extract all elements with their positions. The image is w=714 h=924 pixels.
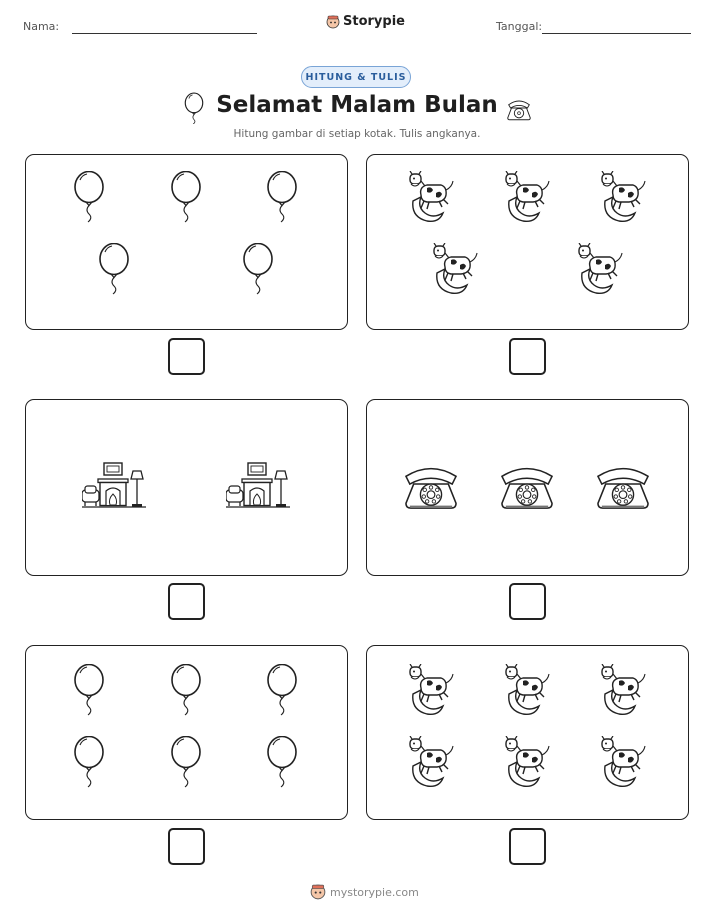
balloon-icon xyxy=(98,243,130,299)
page-title: Selamat Malam Bulan xyxy=(216,92,498,118)
cow-jumping-moon-icon xyxy=(599,171,647,227)
cow-jumping-moon-icon xyxy=(503,736,551,792)
answer-box-3[interactable] xyxy=(168,583,205,620)
cow-jumping-moon-icon xyxy=(599,664,647,720)
balloon-icon xyxy=(266,736,298,792)
storypie-mascot-icon xyxy=(326,15,340,29)
cow-jumping-moon-icon xyxy=(407,736,455,792)
counting-card-3 xyxy=(25,399,348,576)
footer xyxy=(310,884,419,900)
instructions: Hitung gambar di setiap kotak. Tulis angkanya. xyxy=(233,128,481,140)
balloon-icon xyxy=(170,171,202,227)
brand-name: Storypie xyxy=(343,14,405,29)
answer-box-1[interactable] xyxy=(168,338,205,375)
cow-jumping-moon-icon xyxy=(407,171,455,227)
answer-box-2[interactable] xyxy=(509,338,546,375)
balloon-icon xyxy=(266,664,298,720)
cow-jumping-moon-icon xyxy=(599,736,647,792)
name-line[interactable] xyxy=(72,33,257,34)
rotary-telephone-icon xyxy=(496,459,558,515)
rotary-telephone-icon xyxy=(400,459,462,515)
footer-url: mystorypie.com xyxy=(330,885,419,899)
balloon-icon xyxy=(73,171,105,227)
date-label: Tanggal: xyxy=(496,20,543,33)
telephone-icon xyxy=(504,95,534,125)
balloon-icon xyxy=(170,736,202,792)
balloon-icon xyxy=(73,664,105,720)
answer-box-5[interactable] xyxy=(168,828,205,865)
cow-jumping-moon-icon xyxy=(503,171,551,227)
name-label: Nama: xyxy=(23,20,60,33)
balloon-icon xyxy=(73,736,105,792)
brand-logo xyxy=(326,14,405,29)
fireplace-room-icon xyxy=(226,460,290,514)
rotary-telephone-icon xyxy=(592,459,654,515)
cow-jumping-moon-icon xyxy=(431,243,479,299)
date-line[interactable] xyxy=(542,33,691,34)
answer-box-4[interactable] xyxy=(509,583,546,620)
balloon-icon xyxy=(242,243,274,299)
storypie-mascot-icon xyxy=(310,884,326,900)
activity-badge: HITUNG & TULIS xyxy=(301,66,411,88)
cow-jumping-moon-icon xyxy=(503,664,551,720)
fireplace-room-icon xyxy=(82,460,146,514)
cow-jumping-moon-icon xyxy=(576,243,624,299)
answer-box-6[interactable] xyxy=(509,828,546,865)
cow-jumping-moon-icon xyxy=(407,664,455,720)
balloon-icon xyxy=(170,664,202,720)
balloon-icon xyxy=(266,171,298,227)
